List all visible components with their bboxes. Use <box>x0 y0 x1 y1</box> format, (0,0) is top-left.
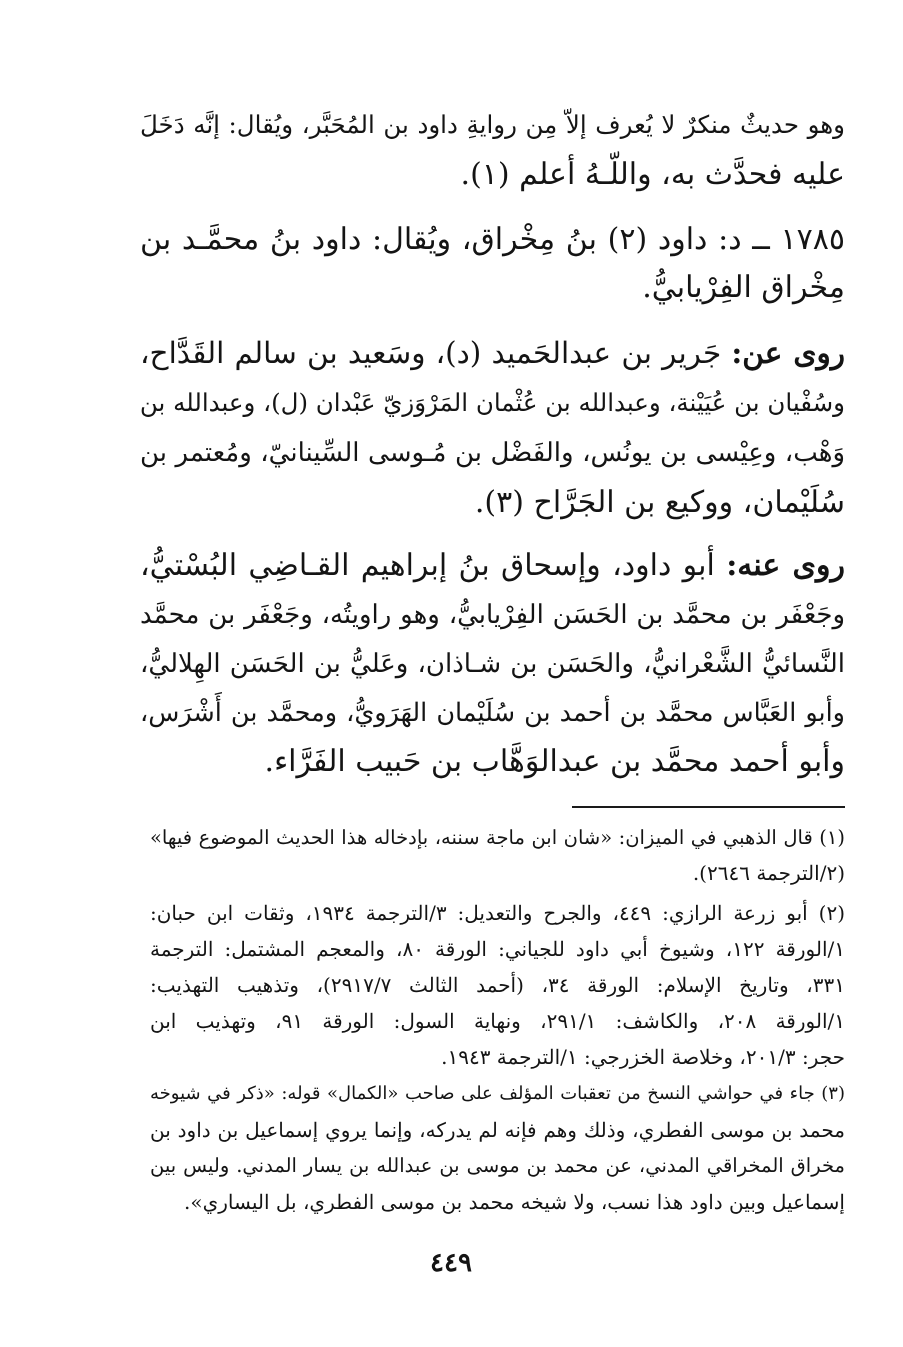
footnote-divider <box>572 806 845 808</box>
narrated-by-line-2: وجَعْفَر بن محمَّد بن الحَسَن الفِرْيابيُّ، وهو راويتُه، وجَعْفَر بن محمَّد <box>140 600 845 630</box>
narrated-from-text: جَرير بن عبدالحَميد (د)، وسَعيد بن سالم القَدَّاح، <box>140 336 722 370</box>
narrated-from-line-4: سُلَيْمان، ووكيع بن الجَرَّاح (٣). <box>474 485 845 520</box>
narrated-by-line-3: النَّسائيُّ الشَّعْرانيُّ، والحَسَن بن شـاذان، وعَليُّ بن الحَسَن الهِلاليُّ، <box>140 649 845 679</box>
footnote-1-line-2: (٢/الترجمة ٢٦٤٦). <box>692 861 845 885</box>
footnote-3-line-2: محمد بن موسى الفطري، وذلك وهم فإنه لم يدركه، وإنما يروي إسماعيل بن داود بن <box>150 1118 845 1142</box>
footnote-3-line-4: إسماعيل وبين داود هذا نسب، ولا شيخه محمد بن موسى الفطري، بل اليساري». <box>184 1190 845 1214</box>
footnote-1-line-1: (١) قال الذهبي في الميزان: «شان ابن ماجة سننه، بإدخاله هذا الحديث الموضوع فيها» <box>150 826 845 849</box>
footnote-3-line-1: (٣) جاء في حواشي النسخ من تعقبات المؤلف على صاحب «الكمال» قوله: «ذكر في شيوخه <box>150 1083 845 1104</box>
narrated-from-line-1 <box>140 330 845 376</box>
narrated-from-label: روى عن: <box>731 335 845 370</box>
narrated-by-text: أبو داود، وإسحاق بنُ إبراهيم القـاضِي البُسْتيُّ، <box>140 548 715 583</box>
paragraph-1-line-1: وهو حديثٌ منكرٌ لا يُعرف إلاّ مِن روايةِ داود بن المُحَبَّر، ويُقال: إنَّه دَخَلَ <box>140 110 845 139</box>
narrated-from-line-3: وَهْب، وعِيْسى بن يونُس، والفَضْل بن مُـوسى السِّينانيّ، ومُعتمر بن <box>140 438 845 468</box>
footnote-3-line-3: مخراق المخراقي المدني، عن محمد بن موسى بن عبدالله بن يسار المدني. وليس بين <box>150 1154 845 1177</box>
entry-line-2: مِخْراق الفِرْيابيُّ. <box>642 270 845 305</box>
narrated-by-label: روى عنه: <box>726 548 845 583</box>
narrated-from-line-2: وسُفْيان بن عُيَيْنة، وعبدالله بن عُثْمان المَرْوَزيّ عَبْدان (ل)، وعبدالله بن <box>139 388 845 417</box>
footnote-2-line-2: ١/الورقة ١٢٢، وشيوخ أبي داود للجياني: الورقة ٨٠، والمعجم المشتمل: الترجمة <box>150 937 845 961</box>
footnote-2-line-3: ٣٣١، وتاريخ الإسلام: الورقة ٣٤، (أحمد الثالث ٢٩١٧/٧)، وتذهيب التهذيب: <box>150 973 845 997</box>
narrated-by-line-5: وأبو أحمد محمَّد بن عبدالوَهَّاب بن حَبيب الفَرَّاء. <box>264 744 845 779</box>
narrated-by-line-1 <box>140 543 845 589</box>
footnote-2-line-4: ١/الورقة ٢٠٨، والكاشف: ٢٩١/١، ونهاية السول: الورقة ٩١، وتهذيب ابن <box>150 1009 845 1033</box>
footnote-2-line-5: حجر: ٢٠١/٣، وخلاصة الخزرجي: ١/الترجمة ١٩٤٣. <box>441 1045 845 1069</box>
page-number: ٤٤٩ <box>430 1248 472 1278</box>
narrated-by-line-4: وأبو العَبَّاس محمَّد بن أحمد بن سُلَيْمان الهَرَويُّ، ومحمَّد بن أَشْرَس، <box>140 698 845 728</box>
footnote-2-line-1: (٢) أبو زرعة الرازي: ٤٤٩، والجرح والتعديل: ٣/الترجمة ١٩٣٤، وثقات ابن حبان: <box>150 901 845 925</box>
entry-heading-line: ١٧٨٥ ــ د: داود (٢) بنُ مِخْراق، ويُقال: داود بنُ محمَّـد بن <box>140 222 845 257</box>
paragraph-1-line-2: عليه فحدَّث به، واللّـهُ أعلم (١). <box>460 157 845 192</box>
